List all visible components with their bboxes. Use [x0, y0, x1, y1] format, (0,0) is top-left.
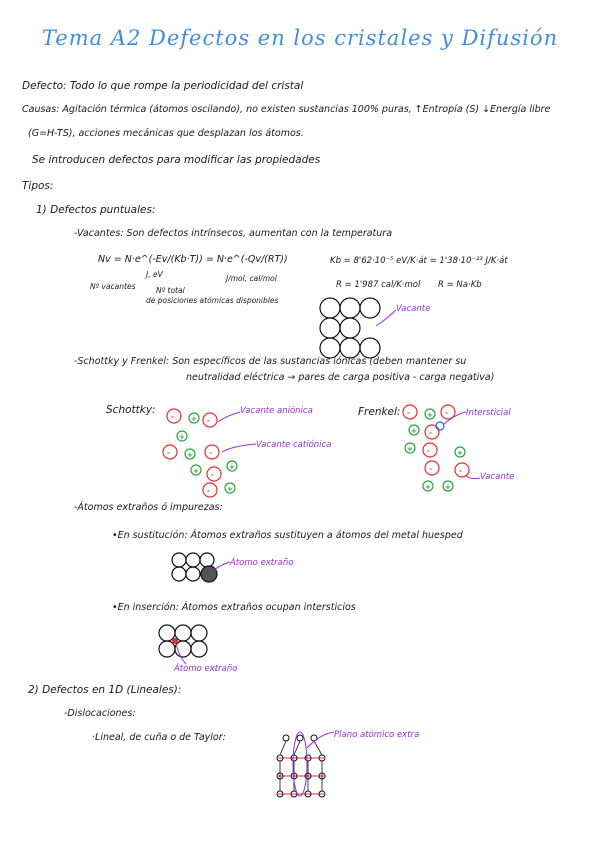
n-positions-label: de posiciones atómicas disponibles — [146, 296, 279, 305]
cation — [191, 465, 201, 475]
insertion-diagram — [158, 624, 218, 664]
svg-text:-: - — [427, 447, 430, 455]
cation — [185, 449, 195, 459]
plano-extra-label: Plano atómico extra — [334, 730, 420, 740]
svg-text:-: - — [459, 467, 462, 475]
atomo-extrano-label-2: Átomo extraño — [174, 664, 238, 674]
svg-text:+: + — [425, 483, 431, 491]
atomos-extranos-heading: -Átomos extraños ó impurezas: — [74, 502, 223, 513]
defectos-lineales-heading: 2) Defectos en 1D (Lineales): — [28, 684, 182, 696]
svg-text:+: + — [191, 415, 197, 423]
dislocaciones-heading: -Dislocaciones: — [64, 708, 136, 719]
svg-text:+: + — [411, 427, 417, 435]
schottky-frenkel-heading-2: neutralidad eléctrica → pares de carga positiva - carga negativa) — [186, 372, 495, 383]
cation — [425, 409, 435, 419]
anion — [403, 405, 417, 419]
anion — [455, 463, 469, 477]
causas-line-2: (G=H-TS), acciones mecánicas que desplazan los átomos. — [28, 128, 304, 139]
svg-text:-: - — [429, 429, 432, 437]
substitution-diagram — [170, 552, 230, 584]
vacante-anionica-label: Vacante aniónica — [240, 406, 313, 416]
intro-line: Se introducen defectos para modificar las propiedades — [32, 154, 321, 166]
svg-text:+: + — [179, 433, 185, 441]
anion — [441, 405, 455, 419]
svg-text:-: - — [445, 409, 448, 417]
anion — [423, 443, 437, 457]
page-title: Tema A2 Defectos en los cristales y Difusión — [41, 26, 559, 50]
frenkel-diagram — [400, 404, 480, 494]
cation — [455, 447, 465, 457]
svg-text:-: - — [407, 409, 410, 417]
svg-text:+: + — [229, 463, 235, 471]
svg-text:+: + — [427, 411, 433, 419]
vacantes-heading: -Vacantes: Son defectos intrínsecos, aumentan con la temperatura — [74, 228, 393, 239]
intersticial-label: Intersticial — [466, 408, 511, 418]
svg-text:+: + — [187, 451, 193, 459]
r-relation: R = Na·Kb — [438, 280, 482, 290]
schottky-label: Schottky: — [106, 404, 156, 416]
cation — [189, 413, 199, 423]
frenkel-label: Frenkel: — [358, 406, 401, 418]
schottky-diagram — [160, 408, 250, 498]
sustitucion-line: •En sustitución: Átomos extraños sustituyen a átomos del metal huesped — [112, 530, 463, 541]
interstitial-ion — [436, 422, 444, 430]
frenkel-vacante-label: Vacante — [480, 472, 515, 482]
atomo-extrano-label-1: Átomo extraño — [230, 558, 294, 568]
vacancy-lattice-diagram — [318, 296, 408, 356]
n-total-label: Nº total — [156, 286, 185, 295]
tipos-heading: Tipos: — [22, 180, 54, 192]
kb-constant: Kb = 8'62·10⁻⁵ eV/K·át = 1'38·10⁻²³ J/K·át — [330, 256, 508, 266]
cuna-taylor-line: ·Lineal, de cuña o de Taylor: — [92, 732, 226, 743]
anion — [205, 445, 219, 459]
svg-text:-: - — [429, 465, 432, 473]
cation — [405, 443, 415, 453]
nv-label: Nº vacantes — [90, 282, 136, 291]
qv-unit-label: J/mol, cal/mol — [226, 274, 277, 283]
svg-text:+: + — [457, 449, 463, 457]
cation — [177, 431, 187, 441]
svg-text:-: - — [209, 449, 212, 457]
anion — [207, 467, 221, 481]
svg-text:+: + — [407, 445, 413, 453]
vacante-label: Vacante — [396, 304, 431, 314]
ev-unit-label: J, eV — [146, 270, 163, 279]
schottky-frenkel-heading-1: -Schottky y Frenkel: Son específicos de las sustancias iónicas (deben mantener su — [74, 356, 467, 367]
cation — [443, 481, 453, 491]
defectos-puntuales-heading: 1) Defectos puntuales: — [36, 204, 156, 216]
anion — [425, 425, 439, 439]
svg-text:-: - — [207, 417, 210, 425]
anion — [425, 461, 439, 475]
vacante-cationica-label: Vacante catiónica — [256, 440, 332, 450]
svg-text:-: - — [171, 413, 174, 421]
anion — [203, 413, 217, 427]
anion — [163, 445, 177, 459]
insercion-line: •En inserción: Átomos extraños ocupan intersticios — [112, 602, 356, 613]
svg-text:+: + — [227, 485, 233, 493]
anion — [203, 483, 217, 497]
vacantes-formula: Nv = N·e^(-Ev/(Kb·T)) = N·e^(-Qv/(RT)) — [98, 254, 288, 265]
edge-dislocation-diagram — [270, 728, 340, 810]
cation — [409, 425, 419, 435]
defecto-definition: Defecto: Todo lo que rompe la periodicidad del cristal — [22, 80, 304, 92]
anion — [167, 409, 181, 423]
causas-line-1: Causas: Agitación térmica (átomos oscilando), no existen sustancias 100% puras, ↑Entropía (S) ↓Energía libre — [22, 104, 551, 115]
r-constant: R = 1'987 cal/K·mol — [336, 280, 421, 290]
svg-text:-: - — [167, 449, 170, 457]
cation — [423, 481, 433, 491]
cation — [225, 483, 235, 493]
svg-text:+: + — [445, 483, 451, 491]
svg-text:-: - — [211, 471, 214, 479]
svg-text:+: + — [193, 467, 199, 475]
svg-text:-: - — [207, 487, 210, 495]
cation — [227, 461, 237, 471]
